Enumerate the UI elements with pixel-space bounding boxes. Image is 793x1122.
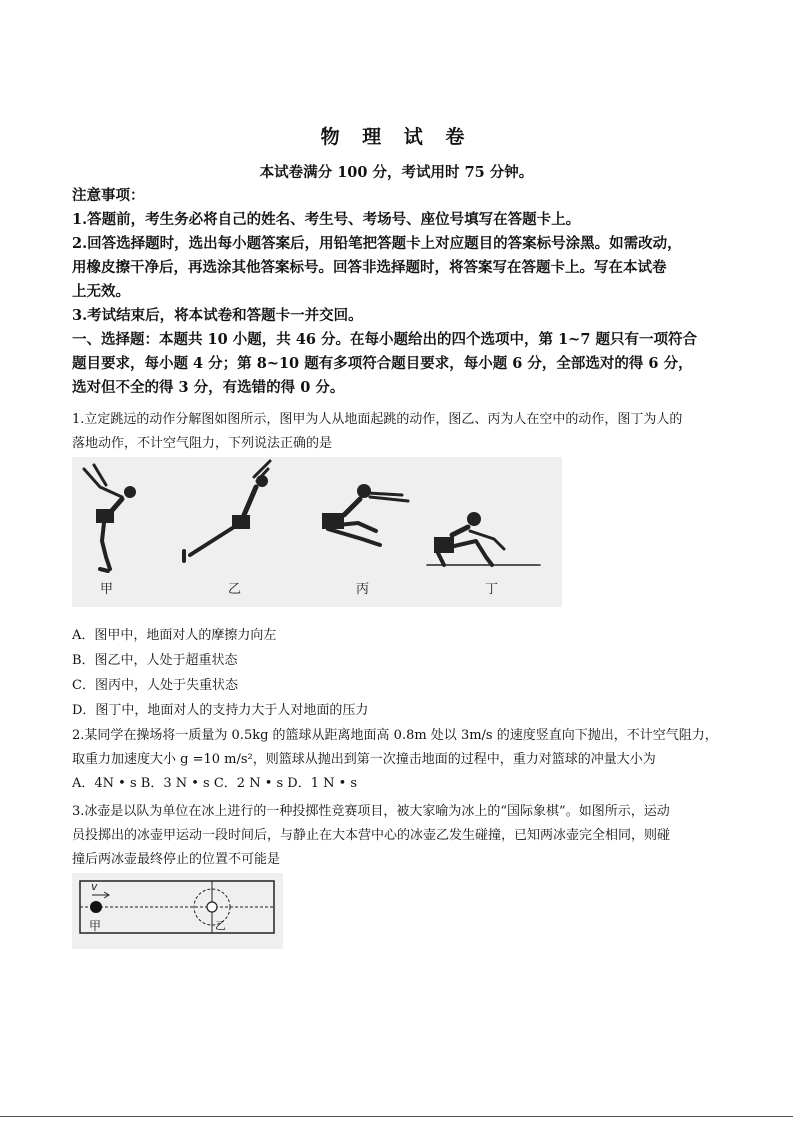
page-bottom-rule xyxy=(0,1116,793,1117)
q1-stem-line-2: 落地动作，不计空气阻力，下列说法正确的是 xyxy=(72,436,333,451)
q3-stem-line-3: 撞后两冰壶最终停止的位置不可能是 xyxy=(72,852,281,867)
q3-stem-line-1: 3.冰壶是以队为单位在冰上进行的一种投掷性竞赛项目，被大家喻为冰上的“国际象棋”。如图所示，运动 xyxy=(72,804,670,819)
figure-label-yi: 乙 xyxy=(228,582,242,597)
note-2-line-2: 用橡皮擦干净后，再选涂其他答案标号。回答非选择题时，将答案写在答题卡上。写在本试卷 xyxy=(72,259,667,276)
figure-label-bing: 丙 xyxy=(356,582,370,597)
note-1: 1.答题前，考生务必将自己的姓名、考生号、考场号、座位号填写在答题卡上。 xyxy=(72,211,581,228)
q1-option-b: B．图乙中，人处于超重状态 xyxy=(72,653,238,668)
page-title: 物 理 试 卷 xyxy=(320,126,473,148)
jumper-landing-figure xyxy=(427,512,540,565)
figure-label-ding: 丁 xyxy=(485,582,499,597)
question-3-stem xyxy=(72,800,722,872)
note-3: 3.考试结束后，将本试卷和答题卡一并交回。 xyxy=(72,307,363,324)
note-2-line-1: 2.回答选择题时，选出每小题答案后，用铅笔把答题卡上对应题目的答案标号涂黑。如需改动， xyxy=(72,235,682,252)
section-1-line-1: 一、选择题：本题共 10 小题，共 46 分。在每小题给出的四个选项中，第 1~7 题只有一项符合 xyxy=(72,331,697,348)
q1-option-d: D．图丁中，地面对人的支持力大于人对地面的压力 xyxy=(72,703,369,718)
question-1-stem xyxy=(72,408,722,456)
exam-subtitle: 本试卷满分 100 分，考试用时 75 分钟。 xyxy=(259,164,534,181)
long-jump-figure xyxy=(72,457,562,607)
stone-jia-marker xyxy=(90,901,102,913)
notes-section xyxy=(72,184,722,400)
jumper-air-1-figure xyxy=(184,461,270,561)
q1-option-a: A．图甲中，地面对人的摩擦力向左 xyxy=(72,628,277,643)
note-2-line-3: 上无效。 xyxy=(72,283,130,300)
stone-yi-marker xyxy=(207,902,217,912)
stone-yi-label: 乙 xyxy=(215,919,226,932)
q2-options: A．4N • s B．3 N • s C．2 N • s D．1 N • s xyxy=(72,776,358,791)
q3-stem-line-2: 员投掷出的冰壶甲运动一段时间后，与静止在大本营中心的冰壶乙发生碰撞，已知两冰壶完全相同，则碰 xyxy=(72,828,671,843)
q2-stem-line-1: 2.某同学在操场将一质量为 0.5kg 的篮球从距离地面高 0.8m 处以 3m/s 的速度竖直向下抛出，不计空气阻力， xyxy=(72,728,718,743)
velocity-label: v xyxy=(91,880,98,893)
q1-option-c: C．图丙中，人处于失重状态 xyxy=(72,678,238,693)
jumper-takeoff-figure xyxy=(84,465,136,571)
q2-stem-line-2: 取重力加速度大小 g =10 m/s²，则篮球从抛出到第一次撞击地面的过程中，重力对篮球的冲量大小为 xyxy=(72,752,656,767)
question-2 xyxy=(72,724,722,796)
notes-heading: 注意事项： xyxy=(72,187,145,204)
curling-figure xyxy=(72,873,283,949)
stone-jia-label: 甲 xyxy=(89,919,102,933)
q1-stem-line-1: 1.立定跳远的动作分解图如图所示，图甲为人从地面起跳的动作，图乙、丙为人在空中的动作，图丁为人的 xyxy=(72,412,683,427)
section-1-line-2: 题目要求，每小题 4 分；第 8~10 题有多项符合题目要求，每小题 6 分，全部选对的得 6 分， xyxy=(72,355,693,372)
section-1-line-3: 选对但不全的得 3 分，有选错的得 0 分。 xyxy=(72,379,345,396)
figure-label-jia: 甲 xyxy=(100,582,114,597)
jumper-air-2-figure xyxy=(322,484,408,545)
question-1-options xyxy=(72,624,722,723)
